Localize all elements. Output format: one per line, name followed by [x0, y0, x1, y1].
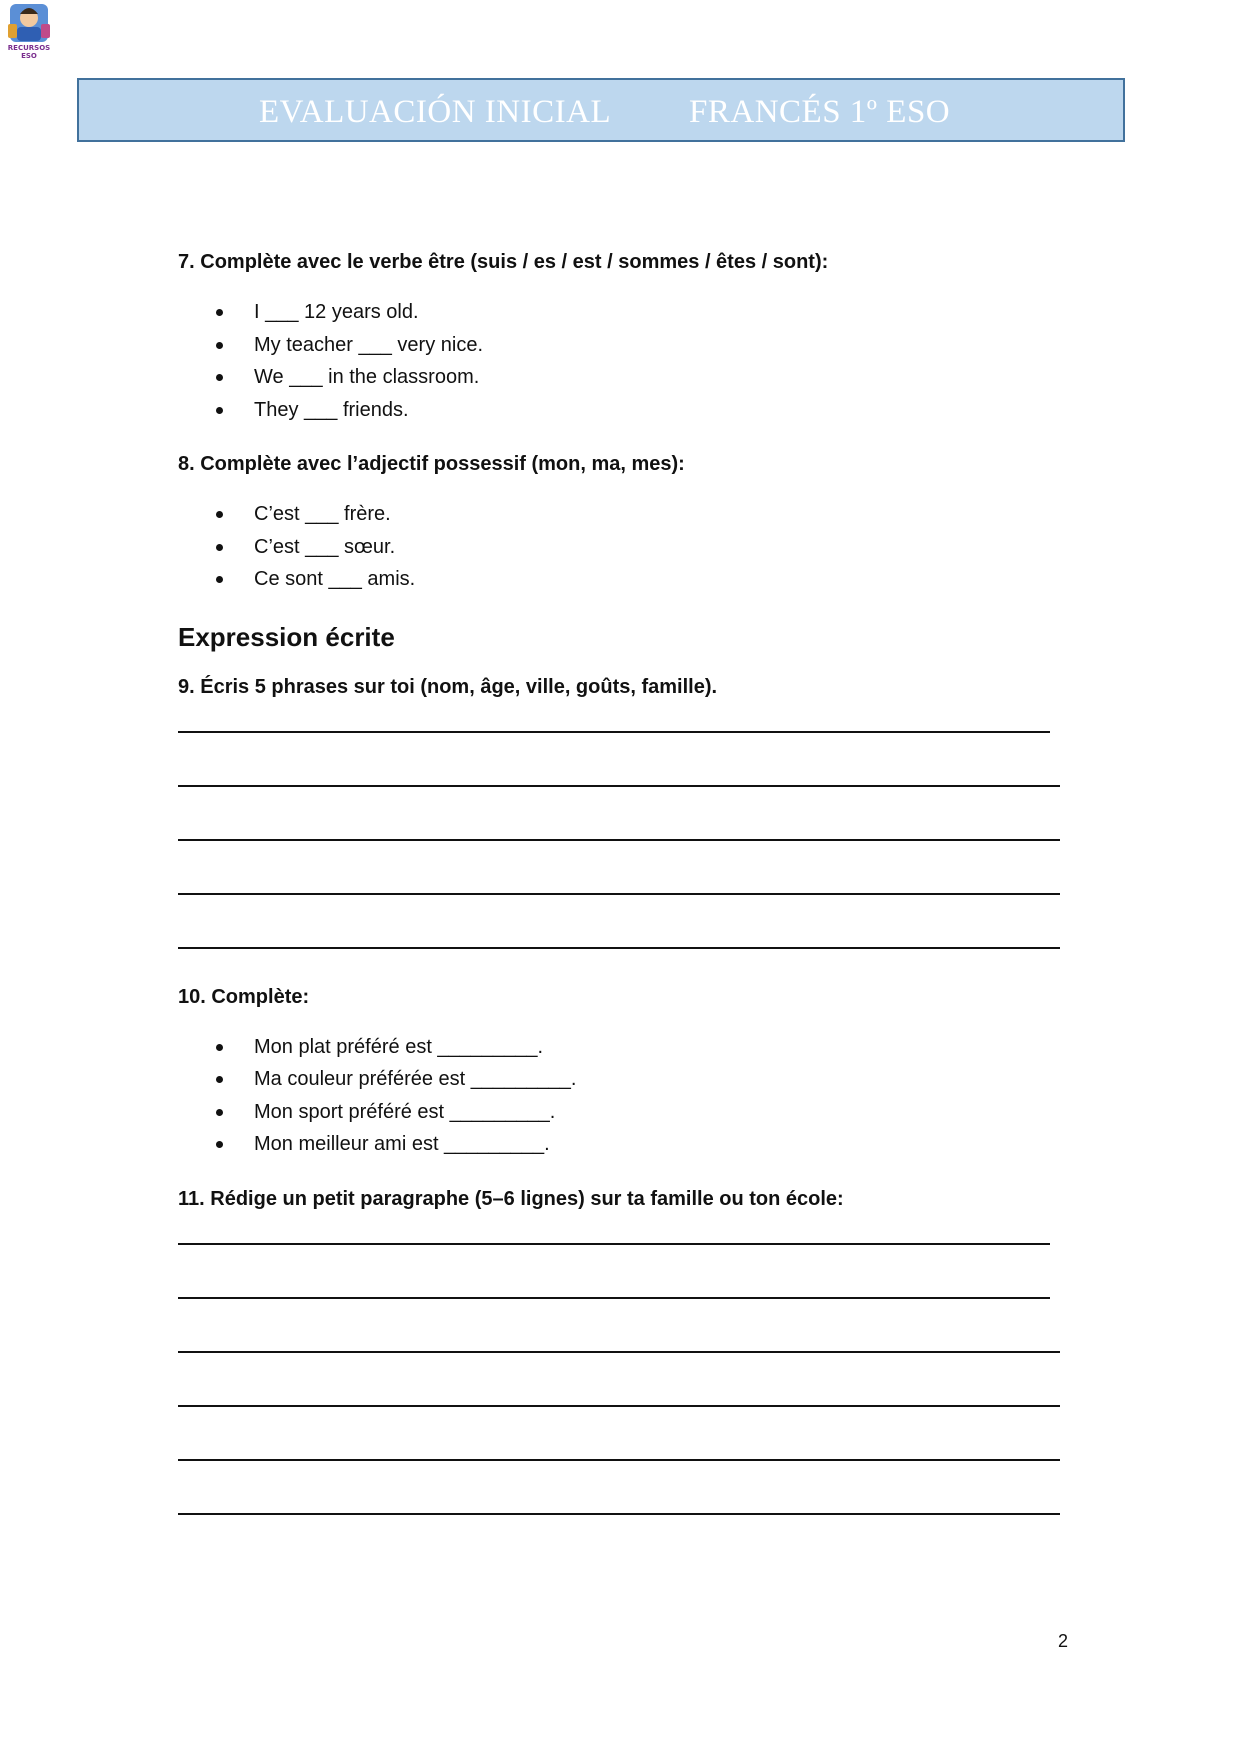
- answer-line[interactable]: [178, 731, 1050, 733]
- answer-line[interactable]: [178, 947, 1060, 949]
- page-number: 2: [1058, 1631, 1069, 1651]
- list-item-text: C’est ___ sœur.: [254, 535, 396, 558]
- list-item: [178, 498, 1078, 531]
- question-10-list: [178, 1031, 1078, 1161]
- list-item: [178, 1031, 1078, 1064]
- answer-line[interactable]: [178, 1459, 1060, 1461]
- question-7-number: 7.: [178, 251, 195, 273]
- bullet-icon: [216, 511, 223, 518]
- bullet-icon: [216, 1044, 223, 1051]
- list-item-text: We ___ in the classroom.: [254, 366, 480, 388]
- bullet-icon: [216, 374, 223, 381]
- svg-text:RECURSOS: RECURSOS: [7, 44, 51, 52]
- list-item: [178, 1063, 1078, 1096]
- bullet-icon: [216, 576, 223, 583]
- header-title-right: FRANCÉS 1º ESO: [689, 94, 951, 130]
- worksheet-content: [178, 250, 1078, 1543]
- list-item: [178, 563, 1078, 596]
- question-7-title: [178, 250, 1078, 274]
- question-8-list: [178, 498, 1078, 596]
- answer-line[interactable]: [178, 785, 1060, 787]
- question-9-title: 9. Écris 5 phrases sur toi (nom, âge, ville, goûts, famille).: [178, 675, 718, 698]
- section-heading: Expression écrite: [178, 621, 395, 652]
- question-7-list: [178, 296, 1078, 426]
- list-item-text: Mon sport préféré est _________.: [254, 1100, 556, 1123]
- question-8-title: 8. Complète avec l’adjectif possessif (mon, ma, mes):: [178, 453, 685, 475]
- question-11-title: 11. Rédige un petit paragraphe (5–6 lignes) sur ta famille ou ton école:: [178, 1187, 844, 1210]
- bullet-icon: [216, 1141, 223, 1148]
- list-item-text: I ___ 12 years old.: [254, 301, 419, 323]
- question-10-title: 10. Complète:: [178, 985, 310, 1008]
- bullet-icon: [216, 407, 223, 414]
- list-item-text: C’est ___ frère.: [254, 503, 391, 525]
- question-7-text: Complète avec le verbe être (suis / es / est / sommes / êtes / sont):: [200, 251, 829, 273]
- list-item-text: Mon meilleur ami est _________.: [254, 1133, 550, 1156]
- answer-line[interactable]: [178, 1513, 1060, 1515]
- list-item: [178, 1096, 1078, 1129]
- list-item: [178, 394, 1078, 427]
- list-item-text: My teacher ___ very nice.: [254, 333, 483, 356]
- answer-line[interactable]: [178, 1243, 1050, 1245]
- answer-line[interactable]: [178, 1351, 1060, 1353]
- list-item-text: Ce sont ___ amis.: [254, 568, 416, 590]
- answer-line[interactable]: [178, 1405, 1060, 1407]
- list-item: [178, 329, 1078, 362]
- answer-line[interactable]: [178, 893, 1060, 895]
- bullet-icon: [216, 309, 223, 316]
- recursos-eso-logo-icon: [6, 2, 52, 60]
- list-item-text: Ma couleur préférée est _________.: [254, 1068, 577, 1091]
- bullet-icon: [216, 544, 223, 551]
- answer-line[interactable]: [178, 1297, 1050, 1299]
- bullet-icon: [216, 342, 223, 349]
- answer-line[interactable]: [178, 839, 1060, 841]
- question-9-answer-lines: [178, 731, 1078, 949]
- bullet-icon: [216, 1109, 223, 1116]
- svg-text:ESO: ESO: [21, 52, 37, 60]
- bullet-icon: [216, 1076, 223, 1083]
- list-item: [178, 531, 1078, 564]
- question-11-answer-lines: [178, 1243, 1078, 1515]
- list-item: [178, 1128, 1078, 1161]
- list-item-text: They ___ friends.: [254, 398, 409, 421]
- list-item-text: Mon plat préféré est _________.: [254, 1035, 544, 1058]
- header-title-left: EVALUACIÓN INICIAL: [259, 94, 612, 130]
- header-banner: [77, 78, 1125, 142]
- list-item: [178, 361, 1078, 394]
- list-item: [178, 296, 1078, 329]
